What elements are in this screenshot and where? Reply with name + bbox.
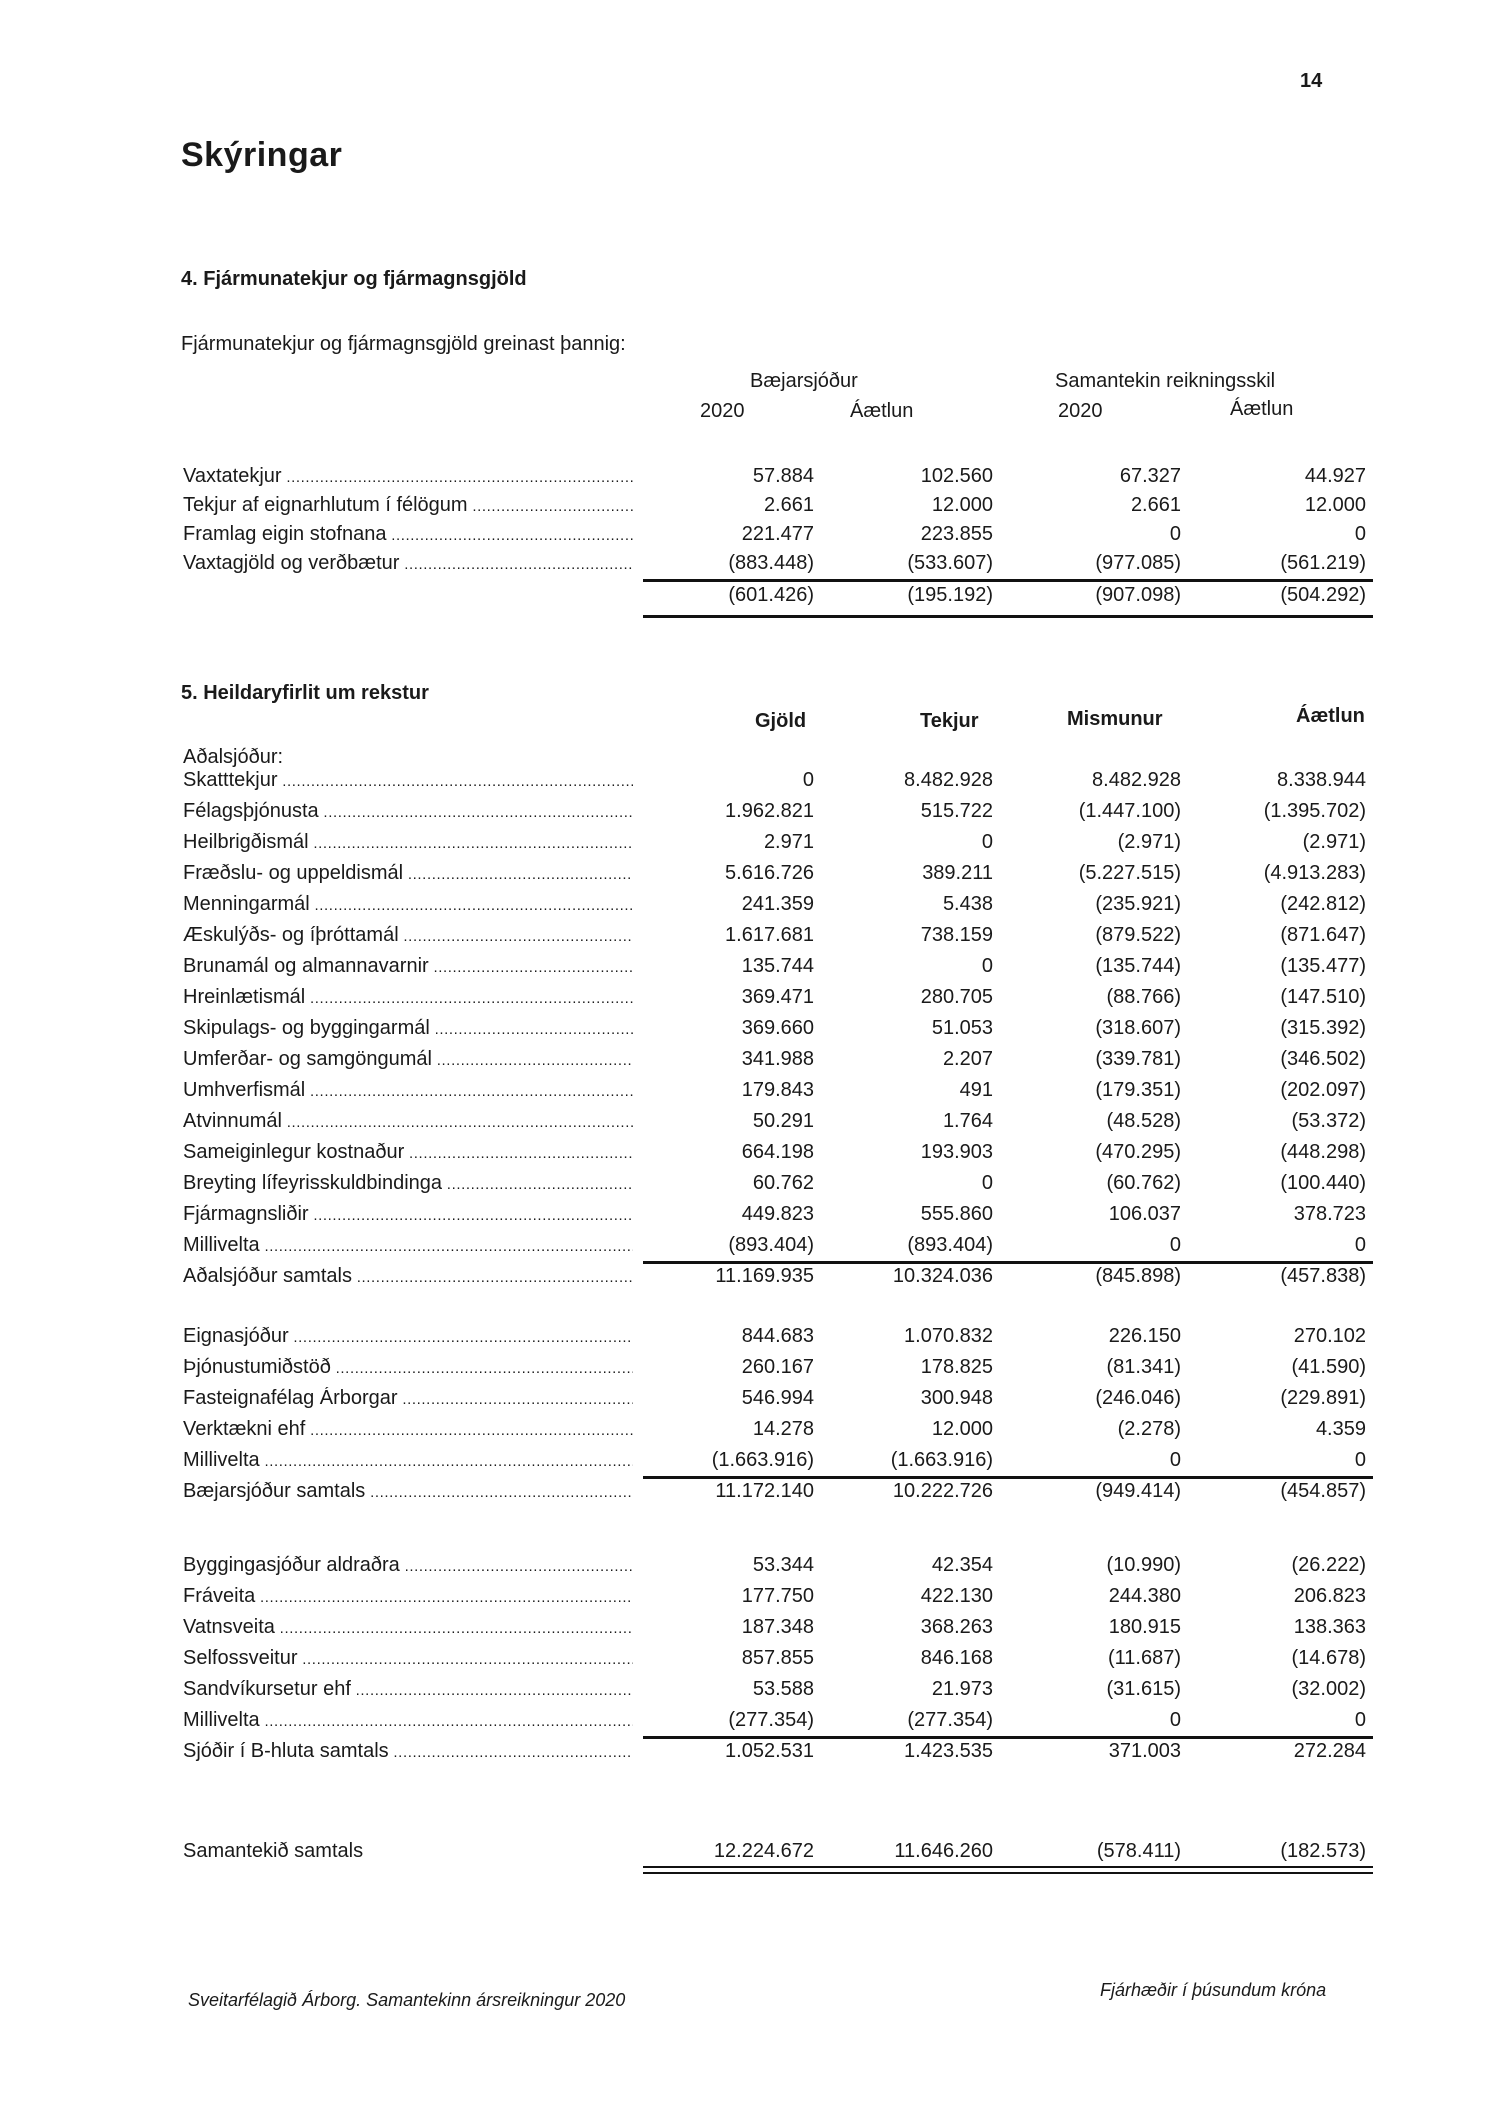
table-row xyxy=(183,1172,1373,1202)
cell: (32.002) xyxy=(1291,1678,1366,1700)
cell: 270.102 xyxy=(1293,1325,1366,1347)
cell: (601.426) xyxy=(728,584,814,606)
cell: 1.052.531 xyxy=(725,1740,814,1762)
table-row xyxy=(183,1048,1373,1078)
cell: 106.037 xyxy=(1108,1203,1181,1225)
cell: 60.762 xyxy=(752,1172,814,1194)
cell: (246.046) xyxy=(1095,1387,1181,1409)
cell: (448.298) xyxy=(1280,1141,1366,1163)
cell: 0 xyxy=(1169,1709,1181,1731)
cell: (242.812) xyxy=(1280,893,1366,915)
cell: (53.372) xyxy=(1291,1110,1366,1132)
cell: (4.913.283) xyxy=(1263,862,1366,884)
cell: 12.224.672 xyxy=(713,1840,814,1862)
row-label: Umferðar- og samgöngumál ..... xyxy=(183,1048,633,1071)
cell: 14.278 xyxy=(752,1418,814,1440)
row-label: Selfossveitur ..... xyxy=(183,1647,633,1670)
cell: 515.722 xyxy=(920,800,993,822)
cell: 179.843 xyxy=(741,1079,814,1101)
cell: 389.211 xyxy=(922,862,993,884)
cell: (883.448) xyxy=(728,552,814,574)
cell: 1.423.535 xyxy=(904,1740,993,1762)
cell: (179.351) xyxy=(1095,1079,1181,1101)
cell: (346.502) xyxy=(1280,1048,1366,1070)
cell: 67.327 xyxy=(1119,465,1181,487)
cell: (907.098) xyxy=(1095,584,1181,606)
cell: (893.404) xyxy=(728,1234,814,1256)
table-row xyxy=(183,1647,1373,1677)
cell: 42.354 xyxy=(931,1554,993,1576)
total-row xyxy=(183,584,1373,614)
cell: 0 xyxy=(981,831,993,853)
row-label: Byggingasjóður aldraðra ..... xyxy=(183,1554,633,1577)
cell: 51.053 xyxy=(931,1017,993,1039)
cell: (14.678) xyxy=(1291,1647,1366,1669)
table-row xyxy=(183,1709,1373,1739)
cell: 4.359 xyxy=(1315,1418,1366,1440)
table-row xyxy=(183,800,1373,830)
cell: 369.660 xyxy=(741,1017,814,1039)
row-label: Fráveita ..... xyxy=(183,1585,633,1608)
cell: 422.130 xyxy=(920,1585,993,1607)
cell: 0 xyxy=(1354,523,1366,545)
row-label: Millivelta ..... xyxy=(183,1449,633,1472)
cell: (315.392) xyxy=(1280,1017,1366,1039)
subtotal-rule xyxy=(643,1261,1373,1264)
table-row xyxy=(183,1356,1373,1386)
table-row xyxy=(183,986,1373,1016)
table-row xyxy=(183,465,1373,495)
section-5-heading: 5. Heildaryfirlit um rekstur xyxy=(181,682,429,704)
total-row xyxy=(183,1740,1373,1770)
cell: (845.898) xyxy=(1095,1265,1181,1287)
cell: 491 xyxy=(959,1079,993,1101)
cell: 180.915 xyxy=(1108,1616,1181,1638)
row-label: Brunamál og almannavarnir ..... xyxy=(183,955,633,978)
col-header-2020-b: 2020 xyxy=(1058,400,1103,422)
row-label: Vaxtatekjur ..... xyxy=(183,465,633,488)
cell: 272.284 xyxy=(1293,1740,1366,1762)
cell: 11.172.140 xyxy=(715,1480,814,1502)
cell: 10.222.726 xyxy=(892,1480,993,1502)
cell: (879.522) xyxy=(1095,924,1181,946)
cell: (561.219) xyxy=(1280,552,1366,574)
cell: (41.590) xyxy=(1291,1356,1366,1378)
table-row xyxy=(183,1616,1373,1646)
cell: 177.750 xyxy=(741,1585,814,1607)
cell: 44.927 xyxy=(1304,465,1366,487)
cell: 300.948 xyxy=(920,1387,993,1409)
cell: (1.663.916) xyxy=(890,1449,993,1471)
cell: 8.482.928 xyxy=(1092,769,1181,791)
cell: 1.962.821 xyxy=(725,800,814,822)
cell: 1.617.681 xyxy=(725,924,814,946)
cell: 206.823 xyxy=(1293,1585,1366,1607)
cell: (871.647) xyxy=(1280,924,1366,946)
cell: 280.705 xyxy=(920,986,993,1008)
row-label: Sameiginlegur kostnaður ..... xyxy=(183,1141,633,1164)
row-label: Verktækni ehf ..... xyxy=(183,1418,633,1441)
row-label: Vatnsveita ..... xyxy=(183,1616,633,1639)
cell: 178.825 xyxy=(920,1356,993,1378)
cell: 5.438 xyxy=(942,893,993,915)
table-row xyxy=(183,1418,1373,1448)
cell: 844.683 xyxy=(741,1325,814,1347)
cell: 226.150 xyxy=(1108,1325,1181,1347)
table-row xyxy=(183,1110,1373,1140)
cell: 378.723 xyxy=(1293,1203,1366,1225)
row-label: Aðalsjóður samtals ..... xyxy=(183,1265,633,1288)
cell: 223.855 xyxy=(920,523,993,545)
cell: (533.607) xyxy=(907,552,993,574)
row-label: Breyting lífeyrisskuldbindinga ..... xyxy=(183,1172,633,1195)
cell: (470.295) xyxy=(1095,1141,1181,1163)
cell: 0 xyxy=(1169,1449,1181,1471)
group-title-adalsjodur: Aðalsjóður: xyxy=(183,746,284,768)
section-4-heading: 4. Fjármunatekjur og fjármagnsgjöld xyxy=(181,268,527,290)
cell: (2.971) xyxy=(1117,831,1181,853)
cell: (457.838) xyxy=(1280,1265,1366,1287)
subtotal-rule xyxy=(643,579,1373,582)
cell: 1.070.832 xyxy=(904,1325,993,1347)
cell: (277.354) xyxy=(907,1709,993,1731)
total-row xyxy=(183,1480,1373,1510)
cell: 193.903 xyxy=(920,1141,993,1163)
cell: (5.227.515) xyxy=(1078,862,1181,884)
cell: (2.278) xyxy=(1117,1418,1181,1440)
cell: (135.477) xyxy=(1280,955,1366,977)
cell: (454.857) xyxy=(1280,1480,1366,1502)
row-label: Fjármagnsliðir ..... xyxy=(183,1203,633,1226)
cell: 0 xyxy=(1354,1449,1366,1471)
cell: 1.764 xyxy=(942,1110,993,1132)
table-row xyxy=(183,1585,1373,1615)
page-number: 14 xyxy=(1300,70,1323,92)
table-row xyxy=(183,1017,1373,1047)
table-row xyxy=(183,1234,1373,1264)
cell: 341.988 xyxy=(741,1048,814,1070)
cell: (893.404) xyxy=(907,1234,993,1256)
table-row xyxy=(183,1554,1373,1584)
col-header-aaetlun: Áætlun xyxy=(1296,705,1365,727)
cell: (977.085) xyxy=(1095,552,1181,574)
cell: 0 xyxy=(802,769,814,791)
row-label: Samantekið samtals xyxy=(183,1840,364,1862)
cell: 53.588 xyxy=(752,1678,814,1700)
cell: 53.344 xyxy=(752,1554,814,1576)
cell: (1.447.100) xyxy=(1078,800,1181,822)
total-row xyxy=(183,1265,1373,1295)
cell: (2.971) xyxy=(1302,831,1366,853)
col-header-aaetlun-b: Áætlun xyxy=(1230,398,1294,420)
cell: 2.661 xyxy=(763,494,814,516)
table-row xyxy=(183,769,1373,799)
cell: 368.263 xyxy=(920,1616,993,1638)
table-row xyxy=(183,893,1373,923)
subtotal-rule xyxy=(643,1476,1373,1479)
col-header-2020-a: 2020 xyxy=(700,400,745,422)
cell: (88.766) xyxy=(1106,986,1181,1008)
cell: 11.169.935 xyxy=(715,1265,814,1287)
row-label: Umhverfismál ..... xyxy=(183,1079,633,1102)
cell: 221.477 xyxy=(741,523,814,545)
cell: 8.338.944 xyxy=(1277,769,1366,791)
cell: (1.395.702) xyxy=(1263,800,1366,822)
page-title: Skýringar xyxy=(181,136,343,174)
cell: 2.207 xyxy=(942,1048,993,1070)
cell: (135.744) xyxy=(1095,955,1181,977)
cell: (277.354) xyxy=(728,1709,814,1731)
cell: 846.168 xyxy=(920,1647,993,1669)
cell: (60.762) xyxy=(1106,1172,1181,1194)
table-row xyxy=(183,1449,1373,1479)
cell: (182.573) xyxy=(1280,1840,1366,1862)
cell: 138.363 xyxy=(1293,1616,1366,1638)
cell: (100.440) xyxy=(1280,1172,1366,1194)
cell: 57.884 xyxy=(752,465,814,487)
cell: (318.607) xyxy=(1095,1017,1181,1039)
row-label: Hreinlætismál ..... xyxy=(183,986,633,1009)
table-row xyxy=(183,862,1373,892)
cell: (1.663.916) xyxy=(711,1449,814,1471)
cell: 260.167 xyxy=(741,1356,814,1378)
row-label: Félagsþjónusta ..... xyxy=(183,800,633,823)
cell: 0 xyxy=(1169,523,1181,545)
cell: 449.823 xyxy=(741,1203,814,1225)
col-header-mismunur: Mismunur xyxy=(1067,708,1163,730)
row-label: Sandvíkursetur ehf ..... xyxy=(183,1678,633,1701)
row-label: Æskulýðs- og íþróttamál ..... xyxy=(183,924,633,947)
row-label: Millivelta ..... xyxy=(183,1709,633,1732)
table-row xyxy=(183,1325,1373,1355)
section-4-intro: Fjármunatekjur og fjármagnsgjöld greinast þannig: xyxy=(181,333,626,355)
cell: 135.744 xyxy=(741,955,814,977)
row-label: Fræðslu- og uppeldismál ..... xyxy=(183,862,633,885)
cell: 546.994 xyxy=(741,1387,814,1409)
cell: 0 xyxy=(1354,1709,1366,1731)
group-header-samantekin: Samantekin reikningsskil xyxy=(1055,370,1276,392)
cell: (504.292) xyxy=(1280,584,1366,606)
cell: (195.192) xyxy=(907,584,993,606)
row-label: Tekjur af eignarhlutum í félögum ..... xyxy=(183,494,633,517)
cell: (81.341) xyxy=(1106,1356,1181,1378)
cell: 12.000 xyxy=(1304,494,1366,516)
row-label: Bæjarsjóður samtals ..... xyxy=(183,1480,633,1503)
cell: 0 xyxy=(981,955,993,977)
row-label: Vaxtagjöld og verðbætur ..... xyxy=(183,552,633,575)
cell: (235.921) xyxy=(1095,893,1181,915)
cell: (202.097) xyxy=(1280,1079,1366,1101)
cell: (48.528) xyxy=(1106,1110,1181,1132)
footer-right: Fjárhæðir í þúsundum króna xyxy=(1100,1980,1327,2000)
cell: 5.616.726 xyxy=(725,862,814,884)
cell: 664.198 xyxy=(741,1141,814,1163)
row-label: Heilbrigðismál ..... xyxy=(183,831,633,854)
cell: 12.000 xyxy=(931,1418,993,1440)
table-row xyxy=(183,1387,1373,1417)
footer-left: Sveitarfélagið Árborg. Samantekinn ársreikningur 2020 xyxy=(188,1990,626,2010)
cell: 12.000 xyxy=(931,494,993,516)
cell: (26.222) xyxy=(1291,1554,1366,1576)
table-row xyxy=(183,955,1373,985)
grand-total-double-rule xyxy=(643,1866,1373,1868)
total-rule xyxy=(643,615,1373,618)
cell: (339.781) xyxy=(1095,1048,1181,1070)
group-header-baejarsjodur: Bæjarsjóður xyxy=(750,370,858,392)
row-label: Fasteignafélag Árborgar ..... xyxy=(183,1387,633,1410)
row-label: Skipulags- og byggingarmál ..... xyxy=(183,1017,633,1040)
table-row xyxy=(183,924,1373,954)
table-row xyxy=(183,1079,1373,1109)
cell: 0 xyxy=(1169,1234,1181,1256)
cell: 2.661 xyxy=(1130,494,1181,516)
cell: 187.348 xyxy=(741,1616,814,1638)
subtotal-rule xyxy=(643,1736,1373,1739)
col-header-tekjur: Tekjur xyxy=(920,710,979,732)
cell: 11.646.260 xyxy=(894,1840,993,1862)
cell: 857.855 xyxy=(741,1647,814,1669)
table-row xyxy=(183,1678,1373,1708)
cell: 10.324.036 xyxy=(892,1265,993,1287)
row-label: Sjóðir í B-hluta samtals ..... xyxy=(183,1740,633,1763)
table-row xyxy=(183,1203,1373,1233)
table-row xyxy=(183,831,1373,861)
cell: (229.891) xyxy=(1280,1387,1366,1409)
cell: 21.973 xyxy=(931,1678,993,1700)
table-row xyxy=(183,552,1373,582)
row-label: Menningarmál ..... xyxy=(183,893,633,916)
row-label: Atvinnumál ..... xyxy=(183,1110,633,1133)
table-row xyxy=(183,1141,1373,1171)
cell: 0 xyxy=(981,1172,993,1194)
cell: 2.971 xyxy=(763,831,814,853)
cell: (949.414) xyxy=(1095,1480,1181,1502)
cell: (10.990) xyxy=(1106,1554,1181,1576)
col-header-gjold: Gjöld xyxy=(755,710,807,732)
cell: (11.687) xyxy=(1107,1647,1181,1669)
cell: (578.411) xyxy=(1096,1840,1181,1862)
table-row xyxy=(183,523,1373,553)
cell: 241.359 xyxy=(741,893,814,915)
row-label: Framlag eigin stofnana ..... xyxy=(183,523,633,546)
cell: (31.615) xyxy=(1106,1678,1181,1700)
row-label: Þjónustumiðstöð ..... xyxy=(183,1356,633,1379)
row-label: Skatttekjur ..... xyxy=(183,769,633,792)
cell: 555.860 xyxy=(920,1203,993,1225)
row-label: Millivelta ..... xyxy=(183,1234,633,1257)
cell: 8.482.928 xyxy=(904,769,993,791)
row-label: Eignasjóður ..... xyxy=(183,1325,633,1348)
cell: 738.159 xyxy=(920,924,993,946)
table-row xyxy=(183,494,1373,524)
cell: 50.291 xyxy=(752,1110,814,1132)
col-header-aaetlun-a: Áætlun xyxy=(850,400,914,422)
cell: 244.380 xyxy=(1108,1585,1181,1607)
cell: 371.003 xyxy=(1108,1740,1181,1762)
cell: 102.560 xyxy=(920,465,993,487)
cell: 369.471 xyxy=(741,986,814,1008)
cell: (147.510) xyxy=(1280,986,1366,1008)
cell: 0 xyxy=(1354,1234,1366,1256)
